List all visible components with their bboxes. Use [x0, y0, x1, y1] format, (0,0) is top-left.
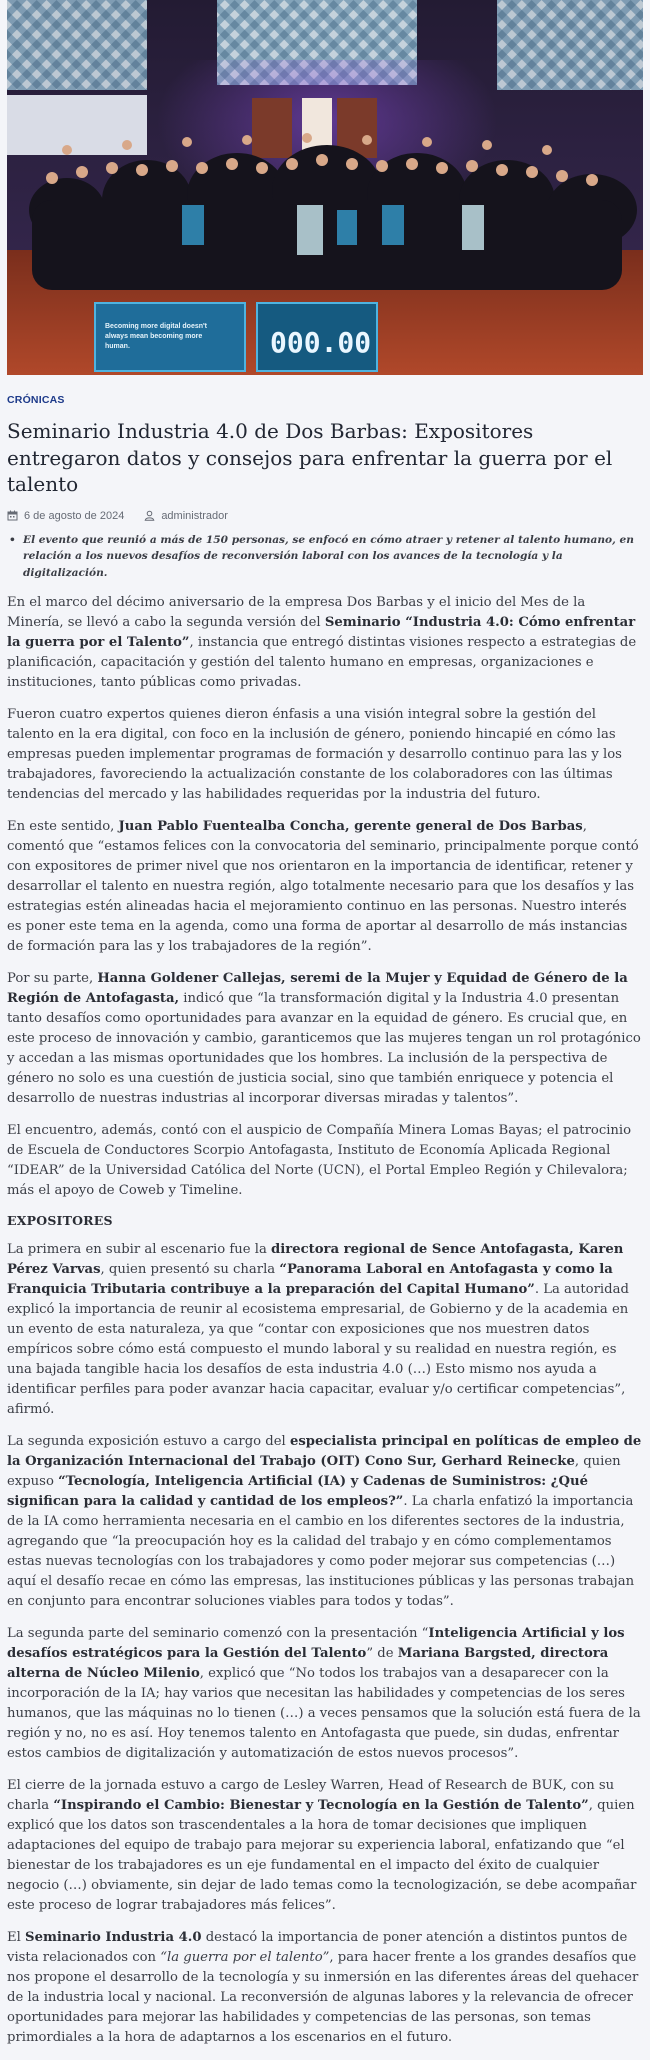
article-date: 6 de agosto de 2024 — [24, 509, 125, 522]
paragraph-2: Fueron cuatro expertos quienes dieron énfasis a una visión integral sobre la gestión del talento en la era digital, con foco en la inclusión de género, poniendo hincapié en cómo las empresas pueden implementar programas de formación y desarrollo continuo para las y los trabajadores, favoreciendo la actualización constante de los colaboradores con las últimas tendencias del mercado y las habilidades requeridas por la industria del futuro. — [7, 707, 622, 802]
paragraph-8: La segunda parte del seminario comenzó con la presentación “Inteligencia Artificial y los desafíos estratégicos para la Gestión del Talento” de Mariana Bargsted, directora alterna de Núcleo Milenio, explicó que “No todos los trabajos van a desaparecer con la incorporación de la IA; hay varios que necesitan las habilidades y competencias de los seres humanos, que las máquinas no lo tienen (…) a veces pensamos que la solución está fuera de la región y no, no es así. Hoy tenemos talento en Antofagasta que puede, sin dudas, enfrentar estos cambios de digitalización y automatización de estos nuevos procesos”. — [7, 1626, 641, 1761]
paragraph-1: En el marco del décimo aniversario de la empresa Dos Barbas y el inicio del Mes de la Minería, se llevó a cabo la segunda versión del Seminario “Industria 4.0: Cómo enfrentar la guerra por el Talento”, instancia que entregó distintas visiones respecto a estrategias de planificación, capacitación y gestión del talento humano en empresas, organizaciones e instituciones, tanto públicas como privadas. — [7, 595, 637, 690]
article-title: Seminario Industria 4.0 de Dos Barbas: Expositores entregaron datos y consejos para enfrentar la guerra por el talento — [7, 419, 613, 497]
article — [7, 388, 643, 2060]
article-summary: • El evento que reunió a más de 150 personas, se enfocó en cómo atraer y retener al talento humano, en relación a los nuevos desafíos de reconversión laboral con los avances de la tecnología y la digitalización. — [7, 532, 643, 581]
section-heading-expositores: EXPOSITORES — [7, 1213, 113, 1228]
category-link[interactable]: CRÓNICAS — [7, 394, 65, 406]
article-author[interactable]: administrador — [161, 509, 228, 522]
paragraph-5: El encuentro, además, contó con el auspicio de Compañía Minera Lomas Bayas; el patrocinio de Escuela de Conductores Scorpio Antofagasta, Instituto de Economía Aplicada Regional “IDEAR” de la Universidad Católica del Norte (UCN), el Portal Empleo Región y Chilevalora; más el apoyo de Coweb y Timeline. — [7, 1123, 632, 1198]
screen-counter: 000.00 — [270, 326, 372, 359]
paragraph-3: En este sentido, Juan Pablo Fuentealba Concha, gerente general de Dos Barbas, comentó que “estamos felices con la convocatoria del seminario, principalmente porque contó con expositores de primer nivel que nos orientaron en la importancia de identificar, retener y desarrollar el talento en nuestra región, algo totalmente necesario para que los desafíos y las estrategias estén alineadas hacia el mejoramiento continuo en las personas. Nuestro interés es poner este tema en la agenda, como una forma de aportar al desarrollo de más instancias de formación para las y los trabajadores de la región”. — [7, 819, 639, 954]
user-icon — [144, 510, 155, 521]
calendar-icon — [7, 510, 18, 521]
hero-photo — [7, 0, 643, 375]
paragraph-9: El cierre de la jornada estuvo a cargo de Lesley Warren, Head of Research de BUK, con su charla “Inspirando el Cambio: Bienestar y Tecnología en la Gestión de Talento”, quien explicó que los datos son trascendentales a la hora de tomar decisiones que impliquen adaptaciones del equipo de trabajo para mejorar su experiencia laboral, enfatizando que “el bienestar de los trabajadores es un eje fundamental en el impacto del éxito de cualquier negocio (…) obviamente, sin dejar de lado temas como la tecnologización, se debe acompañar este proceso de lograr trabajadores más felices”. — [7, 1778, 637, 1913]
screen-text-1: Becoming more digital doesn't — [105, 323, 208, 330]
paragraph-10: El Seminario Industria 4.0 destacó la importancia de poner atención a distintos puntos de vista relacionados con “la guerra por el talento”, para hacer frente a los grandes desafíos que nos propone el desarrollo de la tecnología y su inmersión en las diferentes áreas del quehacer de la industria local y nacional. La reconversión de algunas labores y la relevancia de ofrecer oportunidades para mejorar las habilidades y competencias de las personas, son temas primordiales a la hora de adaptarnos a los escenarios en el futuro. — [7, 1930, 639, 2045]
paragraph-7: La segunda exposición estuvo a cargo del especialista principal en políticas de empleo de la Organización Internacional del Trabajo (OIT) Cono Sur, Gerhard Reinecke, quien expuso “Tecnología, Inteligencia Artificial (IA) y Cadenas de Suministros: ¿Qué significan para la calidad y cantidad de los empleos?”. La charla enfatizó la importancia de la IA como herramienta necesaria en el cambio en los diferentes sectores de la industria, agregando que “la preocupación hoy es la calidad del trabajo y en cómo complementamos estas nuevas tecnologías con los trabajadores y como poder mejorar sus competencias (…) aquí el desafío recae en cómo las empresas, las instituciones públicas y las personas trabajan en conjunto para encontrar soluciones viables para todos y todas”. — [7, 1434, 642, 1609]
screen-text-3: human. — [105, 343, 130, 350]
paragraph-4: Por su parte, Hanna Goldener Callejas, seremi de la Mujer y Equidad de Género de la Región de Antofagasta, indicó que “la transformación digital y la Industria 4.0 presentan tanto desafíos como oportunidades para avanzar en la equidad de género. Es crucial que, en este proceso de innovación y cambio, garanticemos que las mujeres tengan un rol protagónico y accedan a las mismas oportunidades que los hombres. La inclusión de la perspectiva de género no solo es una cuestión de justicia social, sino que también enriquece y potencia el desarrollo de nuestras industrias al incorporar diversas miradas y talentos”. — [7, 971, 641, 1106]
article-meta — [7, 510, 643, 522]
screen-text-2: always mean becoming more — [105, 333, 203, 340]
paragraph-6: La primera en subir al escenario fue la directora regional de Sence Antofagasta, Karen Pérez Varvas, quien presentó su charla “Panorama Laboral en Antofagasta y como la Franquicia Tributaria contribuye a la preparación del Capital Humano”. La autoridad explicó la importancia de reunir al ecosistema empresarial, de Gobierno y de la academia en un evento de esta naturaleza, ya que “contar con exposiciones que nos muestren datos empíricos sobre cómo está compuesto el mundo laboral y su realidad en nuestra región, es una bajada tangible hacia los desafíos de esta industria 4.0 (…) Esto mismo nos ayuda a identificar perfiles para poder avanzar hacia capacitar, evaluar y/o certificar competencias”, afirmó. — [7, 1242, 629, 1417]
